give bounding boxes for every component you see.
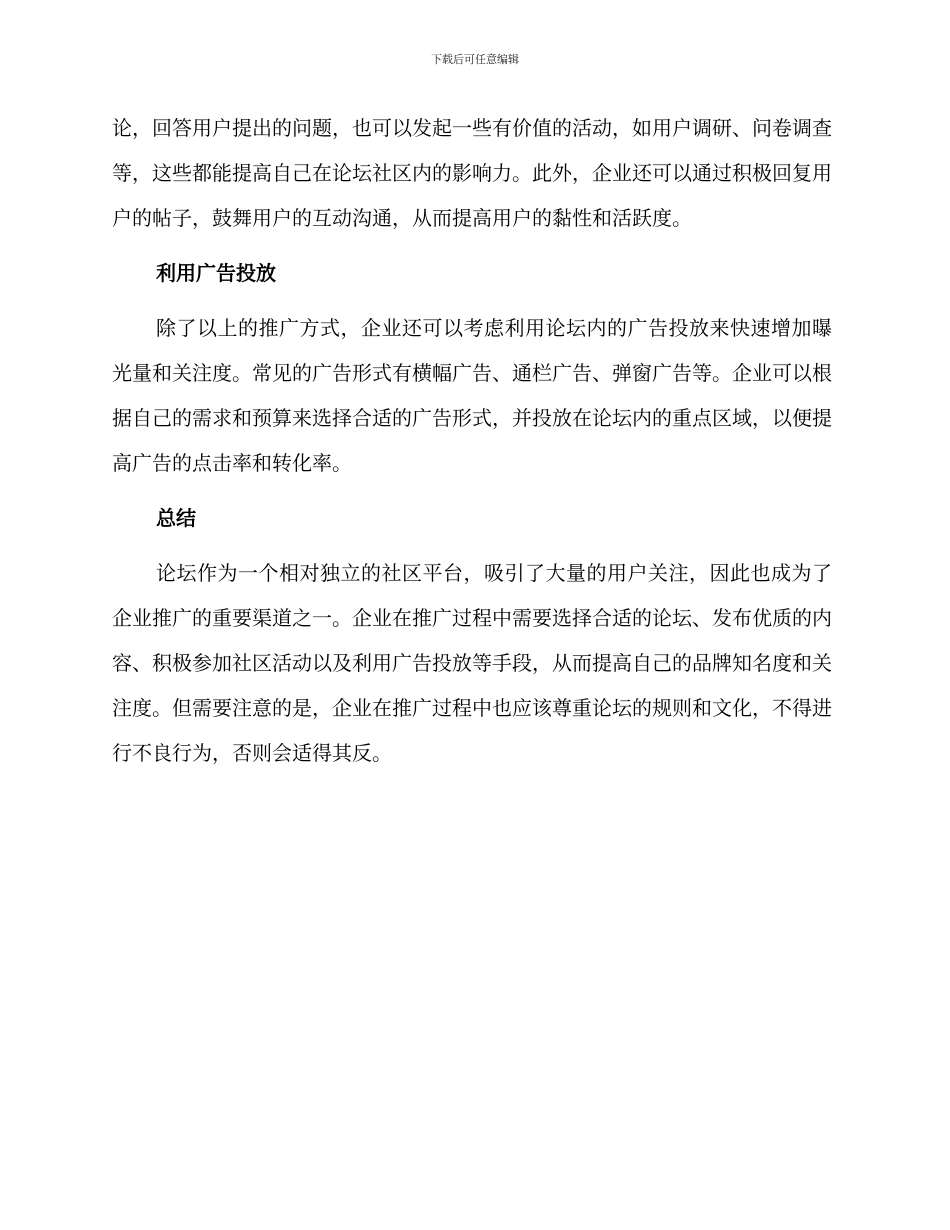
paragraph-continuation: 论，回答用户提出的问题，也可以发起一些有价值的活动，如用户调研、问卷调查等，这些都能提高自己在论坛社区内的影响力。此外，企业还可以通过积极回复用户的帖子，鼓舞用户的互动沟通，从而提高用户的黏性和活跃度。 bbox=[112, 116, 832, 230]
page-header: 下载后可任意编辑 bbox=[431, 53, 519, 66]
paragraph-summary: 论坛作为一个相对独立的社区平台，吸引了大量的用户关注，因此也成为了企业推广的重要渠道之一。企业在推广过程中需要选择合适的论坛、发布优质的内容、积极参加社区活动以及利用广告投放等手段，从而提高自己的品牌知名度和关注度。但需要注意的是，企业在推广过程中也应该尊重论坛的规则和文化，不得进行不良行为，否则会适得其反。 bbox=[112, 561, 832, 765]
section-heading-summary: 总结 bbox=[156, 506, 196, 530]
section-heading-advertising: 利用广告投放 bbox=[156, 261, 276, 285]
document-body bbox=[112, 106, 832, 786]
paragraph-advertising: 除了以上的推广方式，企业还可以考虑利用论坛内的广告投放来快速增加曝光量和关注度。常见的广告形式有横幅广告、通栏广告、弹窗广告等。企业可以根据自己的需求和预算来选择合适的广告形式，并投放在论坛内的重点区域，以便提高广告的点击率和转化率。 bbox=[112, 316, 832, 475]
